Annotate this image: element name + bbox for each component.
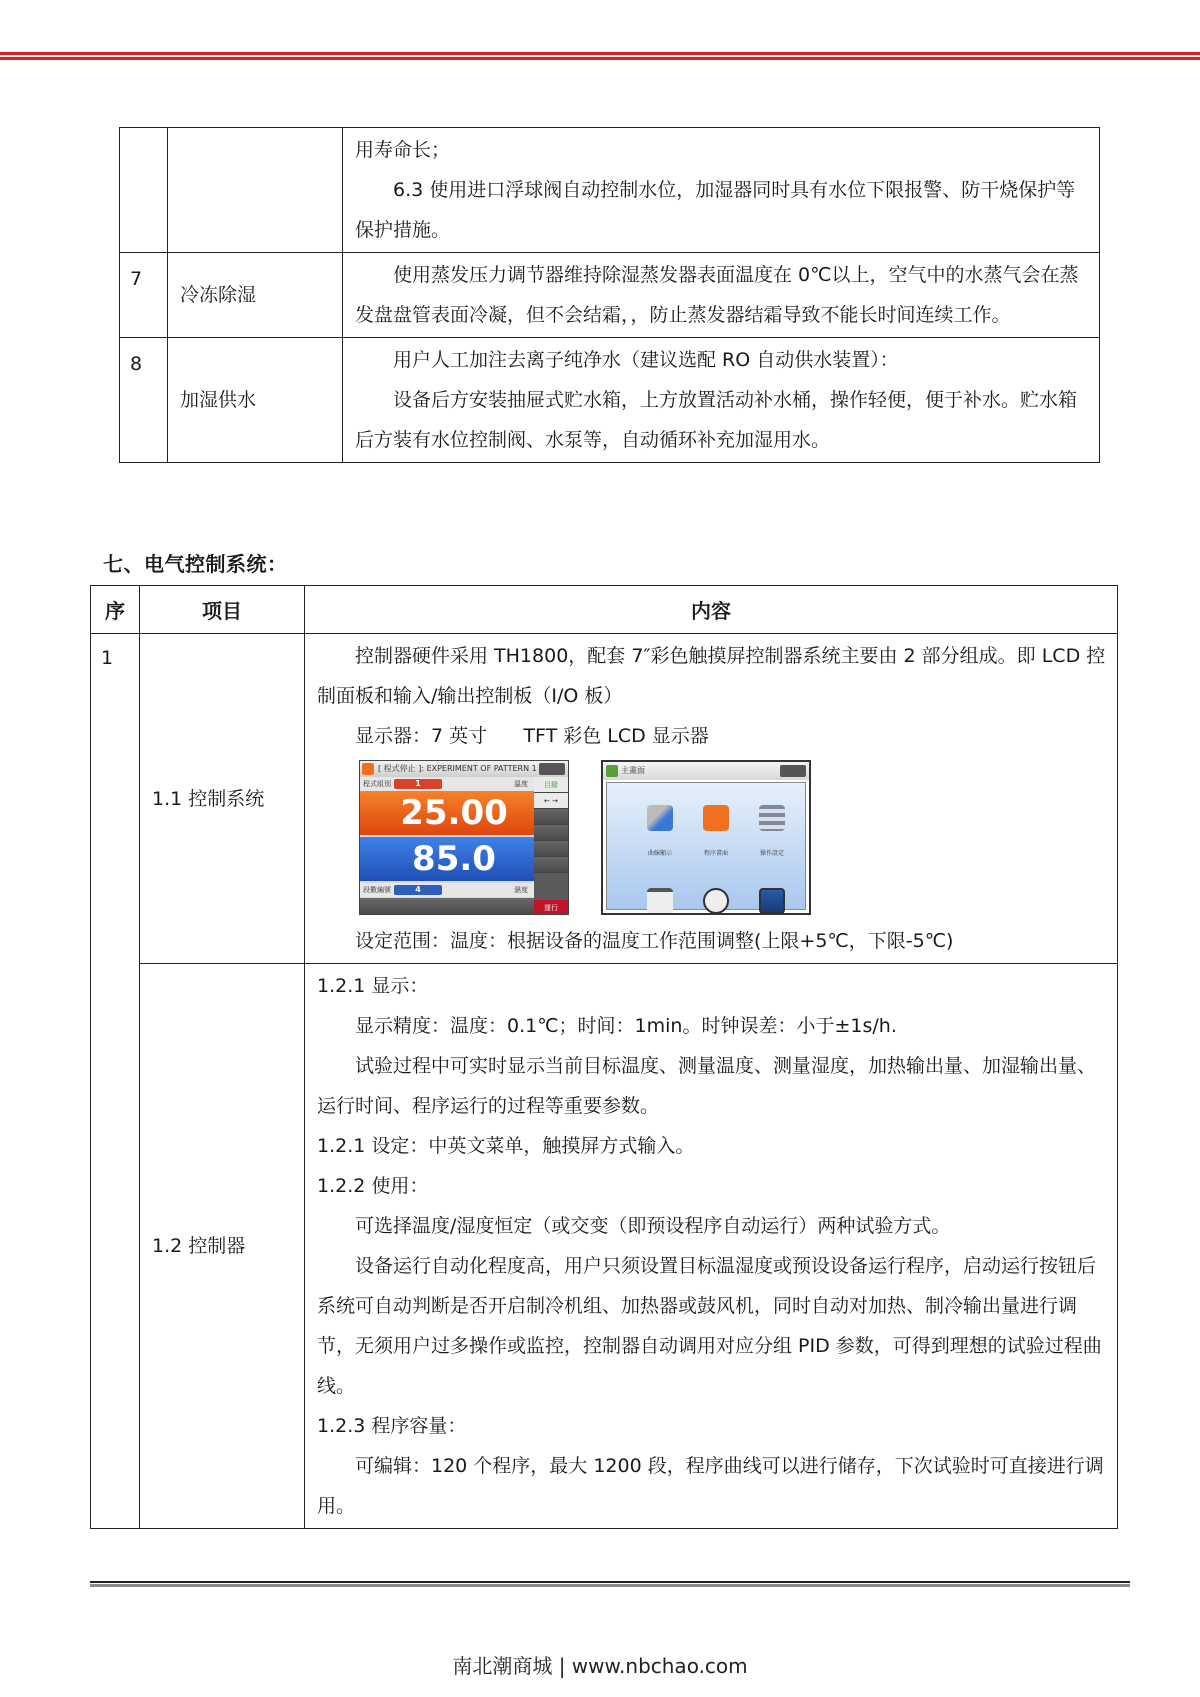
clock-icon xyxy=(539,763,565,775)
menu-app xyxy=(747,888,797,915)
paragraph: 设备后方安装抽屉式贮水箱，上方放置活动补水桶，操作轻便，便于补水。贮水箱后方装有水位控制阀、水泵等，自动循环补充加湿用水。 xyxy=(355,389,1078,451)
row-item xyxy=(168,128,343,253)
menu-app xyxy=(635,888,685,915)
side-button xyxy=(534,841,568,857)
table-header-row xyxy=(91,586,1118,634)
menu-button: 目錄 xyxy=(534,777,568,793)
site-footer: 南北潮商城 | www.nbchao.com xyxy=(452,1654,748,1678)
table-row xyxy=(120,253,1100,338)
paragraph: 1.2.1 设定：中英文菜单，触摸屏方式输入。 xyxy=(317,1135,695,1157)
chart-icon xyxy=(647,805,673,831)
menu-app xyxy=(747,805,797,874)
side-button xyxy=(534,809,568,825)
lcd-run-screen xyxy=(359,760,569,915)
footer-rule xyxy=(90,1581,1130,1587)
refresh-icon xyxy=(362,763,374,775)
hum-label: 濕度 xyxy=(514,886,528,894)
segment-value: 4 xyxy=(394,885,442,895)
section-title: 七、电气控制系统： xyxy=(103,552,288,576)
row-item: 加湿供水 xyxy=(168,338,343,463)
segment-label: 段數編號 xyxy=(363,886,391,894)
footer-rule-line-2 xyxy=(90,1584,1130,1587)
row-num: 8 xyxy=(120,338,168,463)
pattern-label: 程式組別 xyxy=(363,780,391,788)
row-item: 冷冻除湿 xyxy=(168,253,343,338)
side-button xyxy=(534,825,568,841)
lcd-menu-screen xyxy=(601,760,811,915)
home-icon xyxy=(606,765,618,777)
header-rule-line-2 xyxy=(0,57,1200,60)
paragraph: 1.2.2 使用： xyxy=(317,1175,429,1197)
table-row xyxy=(120,128,1100,253)
app-label: 操作設定 xyxy=(759,850,784,857)
side-button xyxy=(534,857,568,873)
lcd-bottom-bar xyxy=(360,898,534,914)
table-row xyxy=(91,634,1118,964)
temp-label: 溫度 xyxy=(514,780,528,788)
humidity-display: 85.0 xyxy=(360,837,534,881)
row-num xyxy=(120,128,168,253)
arrow-buttons: ← → xyxy=(534,793,568,809)
paragraph: 显示器：7 英寸 TFT 彩色 LCD 显示器 xyxy=(355,725,709,747)
table-row xyxy=(91,964,1118,1529)
paragraph: 使用蒸发压力调节器维持除湿蒸发器表面温度在 0℃以上，空气中的水蒸气会在蒸发盘盘管表面冷凝，但不会结霜，，防止蒸发器结霜导致不能长时间连续工作。 xyxy=(355,264,1079,326)
menu-app xyxy=(691,805,741,874)
controller-screenshots xyxy=(359,760,1107,915)
menu-grid xyxy=(635,805,797,915)
row-content xyxy=(305,964,1118,1529)
header-item: 项目 xyxy=(140,586,305,634)
paragraph: 可选择温度/湿度恒定（或交变（即预设程序自动运行）两种试验方式。 xyxy=(355,1215,951,1237)
paragraph: 6.3 使用进口浮球阀自动控制水位，加湿器同时具有水位下限报警、防干烧保护等保护措施。 xyxy=(355,179,1076,241)
paragraph: 控制器硬件采用 TH1800，配套 7″彩色触摸屏控制器系统主要由 2 部分组成。即 LCD 控制面板和输入/输出控制板（I/O 板） xyxy=(317,645,1106,707)
paragraph: 试验过程中可实时显示当前目标温度、测量温度、测量湿度，加热输出量、加湿输出量、运行时间、程序运行的过程等重要参数。 xyxy=(317,1055,1097,1117)
row-content xyxy=(343,253,1100,338)
header-rule-line-1 xyxy=(0,52,1200,55)
footer-rule-line-1 xyxy=(90,1581,1130,1583)
pattern-value: 1 xyxy=(394,779,442,789)
app-label: 程序畫面 xyxy=(703,850,728,857)
temperature-display: 25.00 xyxy=(360,791,534,835)
sliders-icon xyxy=(759,805,785,831)
monitor-icon xyxy=(759,888,785,914)
clock-icon xyxy=(780,765,806,777)
clock-icon xyxy=(703,888,729,914)
paragraph: 用户人工加注去离子纯净水（建议选配 RO 自动供水装置）： xyxy=(393,349,899,371)
refresh-icon xyxy=(703,805,729,831)
paragraph: 1.2.3 程序容量： xyxy=(317,1415,467,1437)
lcd-title: 主畫面 xyxy=(621,766,645,775)
menu-app xyxy=(691,888,741,915)
header-num: 序 xyxy=(91,586,140,634)
row-item: 1.1 控制系统 xyxy=(140,634,305,964)
paragraph: 1.2.1 显示： xyxy=(317,975,429,997)
row-item: 1.2 控制器 xyxy=(140,964,305,1529)
row-content xyxy=(343,128,1100,253)
row-content xyxy=(343,338,1100,463)
app-label: 曲線顯示 xyxy=(647,850,672,857)
paragraph: 设备运行自动化程度高，用户只须设置目标温湿度或预设设备运行程序，启动运行按钮后系统可自动判断是否开启制冷机组、加热器或鼓风机，同时自动对加热、制冷输出量进行调节，无须用户过多操作或监控，控制器自动调用对应分组 PID 参数，可得到理想的试验过程曲线。 xyxy=(317,1255,1102,1397)
segment-row xyxy=(360,883,534,897)
table-row xyxy=(120,338,1100,463)
row-content xyxy=(305,634,1118,964)
lcd-titlebar xyxy=(360,761,568,777)
paragraph: 用寿命长； xyxy=(355,139,451,161)
header-content: 内容 xyxy=(305,586,1118,634)
menu-body xyxy=(606,782,806,910)
paragraph: 设定范围：温度：根据设备的温度工作范围调整(上限+5℃，下限-5℃) xyxy=(355,930,954,952)
row-num: 7 xyxy=(120,253,168,338)
paragraph: 显示精度：温度：0.1℃；时间：1min。时钟误差：小于±1s/h. xyxy=(355,1015,897,1037)
document-icon xyxy=(647,888,673,914)
continued-spec-table xyxy=(119,127,1100,463)
menu-app xyxy=(635,805,685,874)
run-button: 運行 xyxy=(534,900,568,915)
lcd-titlebar xyxy=(603,762,809,780)
lcd-side-buttons xyxy=(534,777,568,915)
header-rule xyxy=(0,52,1200,60)
lcd-title: [ 程式停止 ]: EXPERIMENT OF PATTERN 1 xyxy=(378,764,537,773)
pattern-row xyxy=(360,777,534,791)
electrical-control-table xyxy=(90,585,1118,1529)
row-num: 1 xyxy=(91,634,140,1529)
paragraph: 可编辑：120 个程序，最大 1200 段，程序曲线可以进行储存，下次试验时可直接进行调用。 xyxy=(317,1455,1104,1517)
